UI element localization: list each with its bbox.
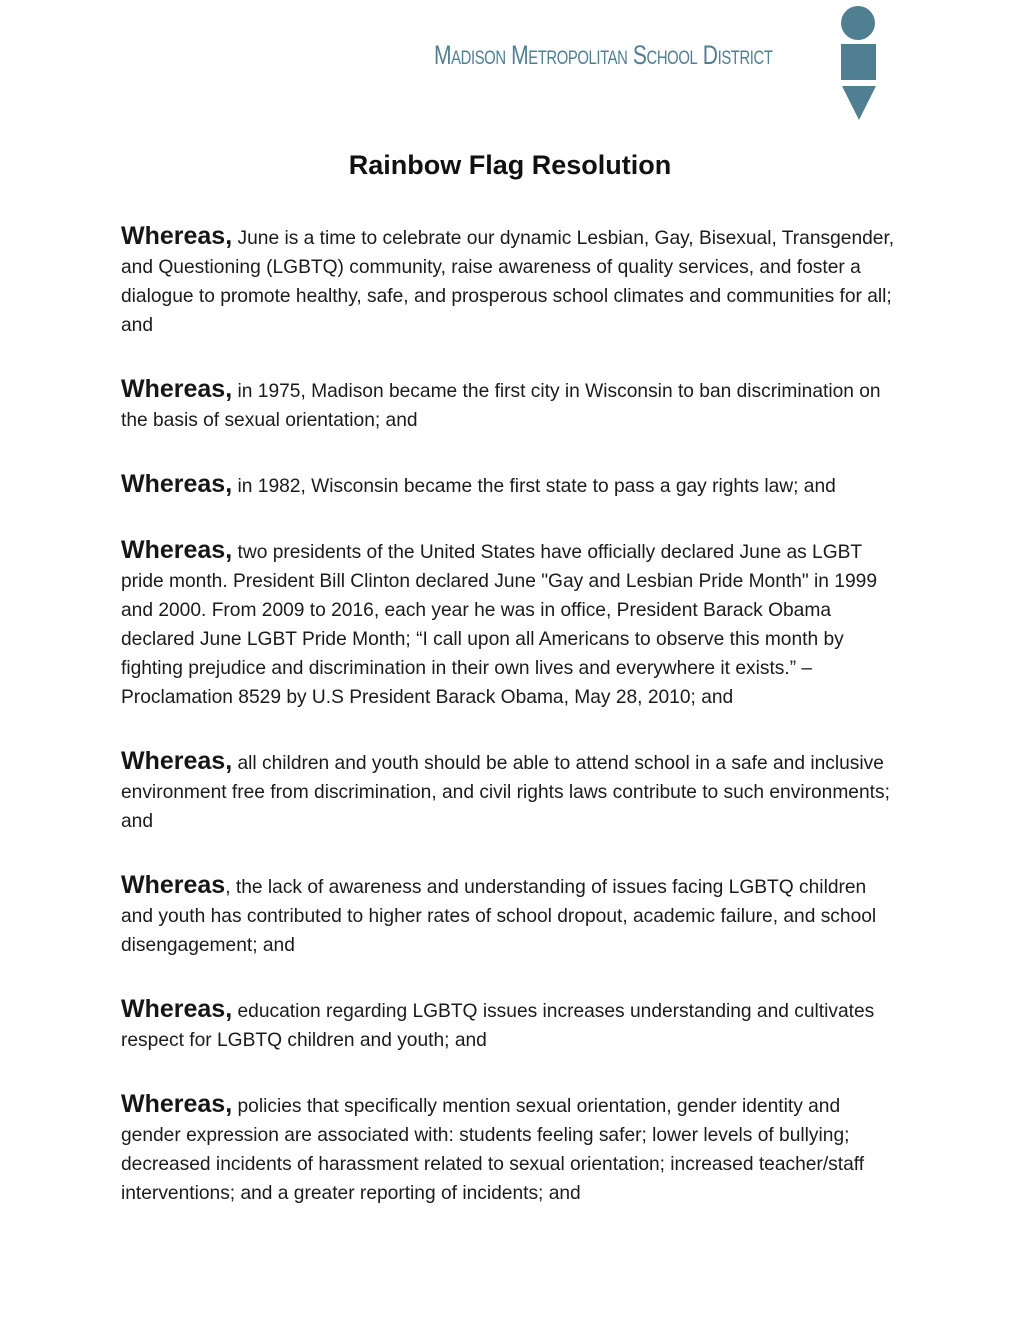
district-name: Madison Metropolitan School District [434, 40, 773, 70]
whereas-clause-5 [121, 747, 901, 836]
mmsd-logo-icon [836, 4, 884, 124]
whereas-clause-2 [121, 375, 901, 435]
clause-text: , the lack of awareness and understanding of issues facing LGBTQ children and youth has contributed to higher rates of school dropout, academic failure, and school disengagement; and [121, 877, 877, 956]
clause-lead: Whereas, [121, 995, 233, 1023]
clause-lead: Whereas, [121, 222, 233, 250]
clause-lead: Whereas, [121, 375, 233, 403]
clause-lead: Whereas, [121, 470, 233, 498]
clause-text: June is a time to celebrate our dynamic Lesbian, Gay, Bisexual, Transgender, and Questioning (LGBTQ) community, raise awareness of quality services, and foster a dialogue to promote healthy, safe, and prosperous school climates and communities for all; and [121, 228, 895, 336]
clause-lead: Whereas, [121, 1090, 233, 1118]
clause-text: education regarding LGBTQ issues increases understanding and cultivates respect for LGBTQ children and youth; and [121, 1001, 875, 1051]
whereas-clause-1 [121, 222, 901, 340]
whereas-clause-3 [121, 470, 901, 501]
whereas-clause-4 [121, 536, 901, 712]
whereas-clause-6 [121, 871, 901, 960]
document-header [0, 0, 1020, 130]
clause-lead: Whereas, [121, 536, 233, 564]
resolution-body [121, 222, 901, 1243]
whereas-clause-8 [121, 1090, 901, 1208]
clause-text: in 1975, Madison became the first city in Wisconsin to ban discrimination on the basis of sexual orientation; and [121, 381, 881, 431]
clause-text: in 1982, Wisconsin became the first state to pass a gay rights law; and [232, 476, 836, 497]
clause-text: all children and youth should be able to attend school in a safe and inclusive environment free from discrimination, and civil rights laws contribute to such environments; and [121, 753, 890, 832]
clause-text: two presidents of the United States have officially declared June as LGBT pride month. President Bill Clinton declared June "Gay and Lesbian Pride Month" in 1999 and 2000. From 2009 to 2016, each year he was in office, President Barack Obama declared June LGBT Pride Month; “I call upon all Americans to observe this month by fighting prejudice and discrimination in their own lives and everywhere it exists.” – Proclamation 8529 by U.S President Barack Obama, May 28, 2010; and [121, 542, 877, 708]
whereas-clause-7 [121, 995, 901, 1055]
page-title: Rainbow Flag Resolution [348, 150, 672, 180]
clause-text: policies that specifically mention sexual orientation, gender identity and gender expression are associated with: students feeling safer; lower levels of bullying; decreased incidents of harassment related to sexual orientation; increased teacher/staff interventions; and a greater reporting of incidents; and [121, 1096, 865, 1204]
clause-lead: Whereas [121, 871, 226, 899]
clause-lead: Whereas, [121, 747, 233, 775]
